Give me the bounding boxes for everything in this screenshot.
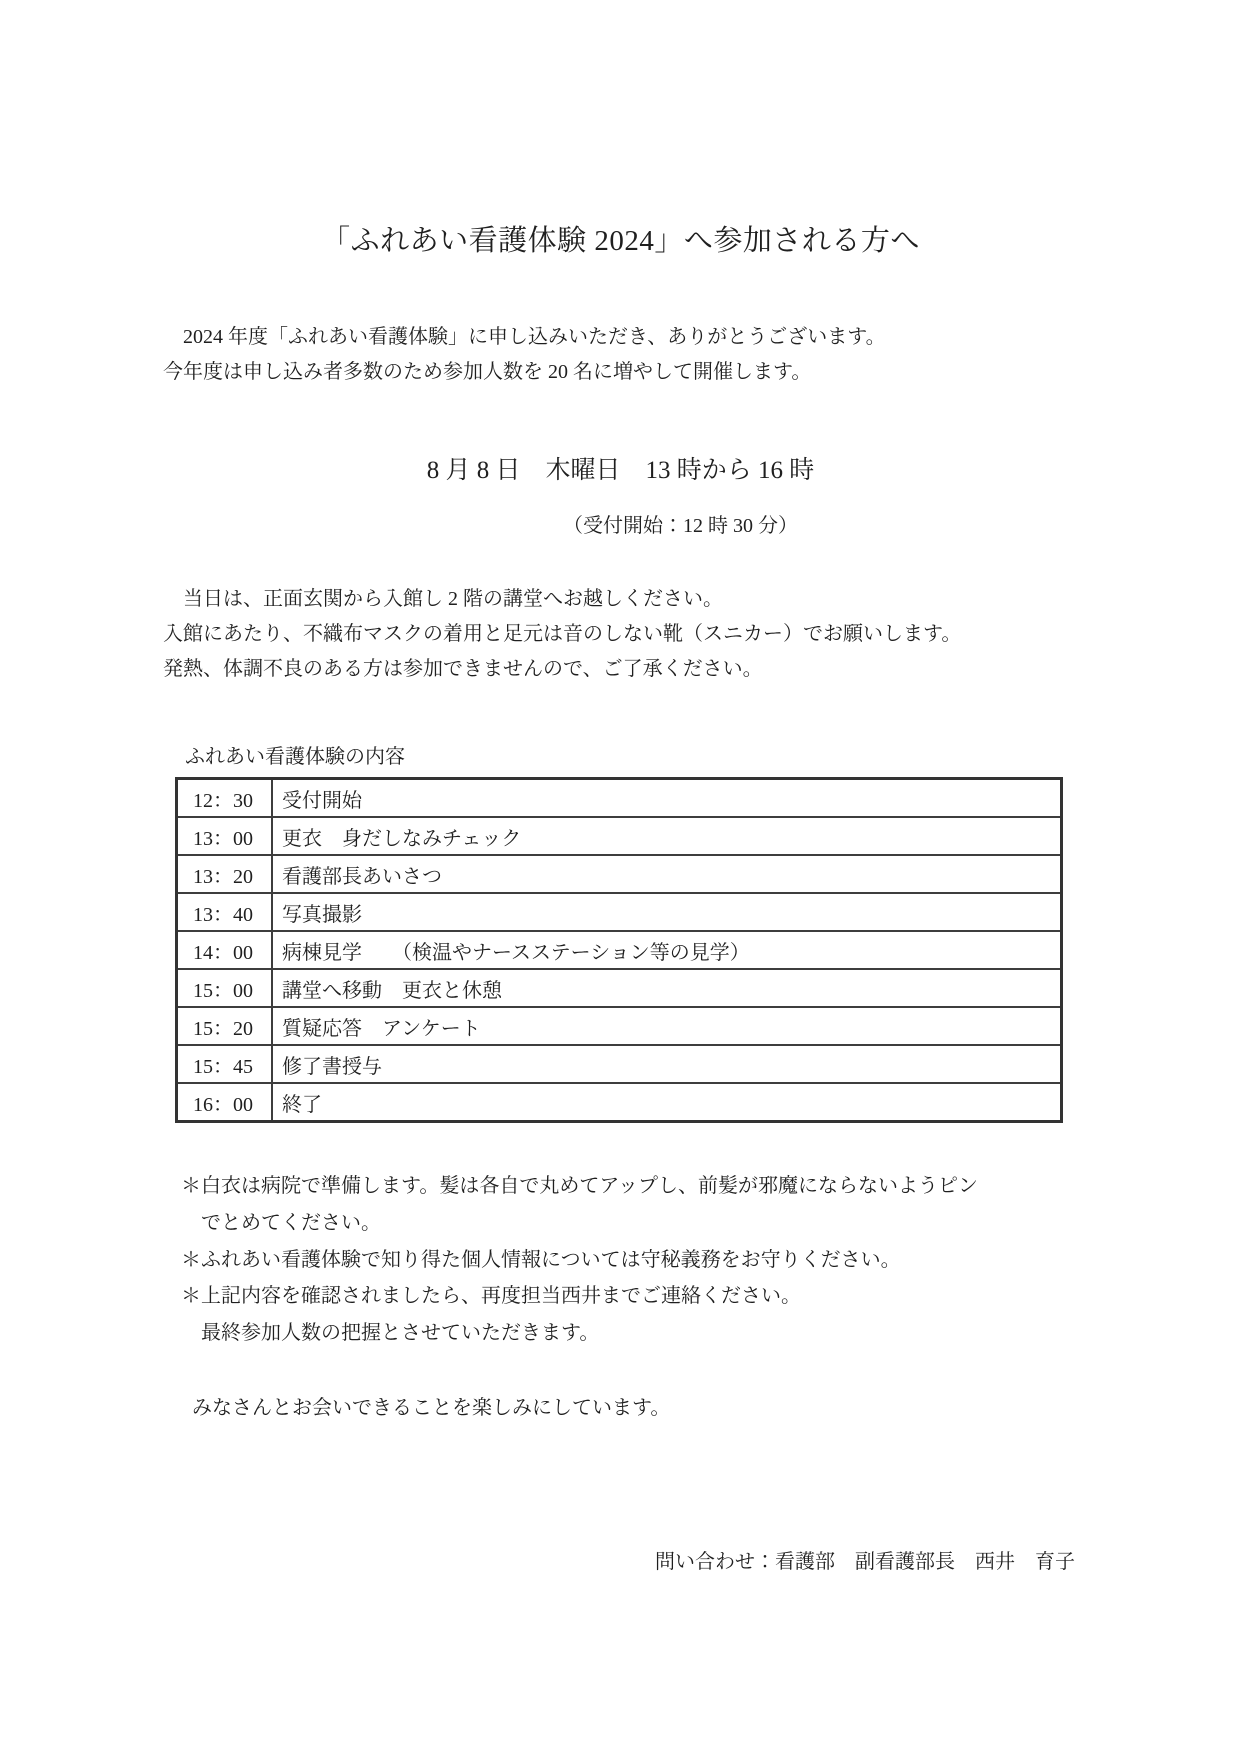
schedule-activity: 受付開始 — [272, 779, 1062, 818]
schedule-time: 14：00 — [177, 931, 273, 969]
closing-message: みなさんとお会いできることを楽しみにしています。 — [192, 1397, 671, 1419]
note-item: ＊ふれあい看護体験で知り得た個人情報については守秘義務をお守りください。 — [181, 1248, 901, 1271]
event-reception-time: （受付開始：12 時 30 分） — [563, 515, 798, 537]
notes-list — [181, 1168, 1141, 1352]
schedule-row — [177, 1007, 1062, 1045]
schedule-time: 13：20 — [177, 855, 273, 893]
schedule-activity: 看護部長あいさつ — [272, 855, 1062, 893]
intro-paragraph — [163, 320, 1101, 390]
schedule-time: 15：20 — [177, 1007, 273, 1045]
schedule-row — [177, 931, 1062, 969]
schedule-table — [175, 777, 1063, 1123]
instructions-line-2: 入館にあたり、不織布マスクの着用と足元は音のしない靴（スニカー）でお願いします。 — [163, 623, 962, 645]
schedule-activity: 更衣 身だしなみチェック — [272, 817, 1062, 855]
schedule-row — [177, 779, 1062, 818]
schedule-time: 13：40 — [177, 893, 273, 931]
schedule-activity: 修了書授与 — [272, 1045, 1062, 1083]
schedule-activity: 講堂へ移動 更衣と休憩 — [272, 969, 1062, 1007]
note-item: ＊白衣は病院で準備します。髪は各自で丸めてアップし、前髪が邪魔にならないようピン — [181, 1175, 978, 1197]
schedule-activity: 写真撮影 — [272, 893, 1062, 931]
schedule-time: 12：30 — [177, 779, 273, 818]
schedule-time: 16：00 — [177, 1083, 273, 1122]
instructions-line-1: 当日は、正面玄関から入館し 2 階の講堂へお越しください。 — [163, 588, 723, 610]
schedule-row — [177, 855, 1062, 893]
schedule-time: 13：00 — [177, 817, 273, 855]
note-item: 最終参加人数の把握とさせていただきます。 — [181, 1322, 600, 1345]
schedule-time: 15：00 — [177, 969, 273, 1007]
instructions-line-3: 発熱、体調不良のある方は参加できませんので、ご了承ください。 — [163, 658, 763, 680]
schedule-row — [177, 893, 1062, 931]
schedule-row — [177, 817, 1062, 855]
contact-info: 問い合わせ：看護部 副看護部長 西井 育子 — [655, 1551, 1075, 1573]
instructions-paragraph — [163, 582, 1121, 687]
schedule-table-body — [177, 779, 1062, 1122]
page-title: 「ふれあい看護体験 2024」へ参加される方へ — [321, 225, 920, 257]
intro-line-1: 2024 年度「ふれあい看護体験」に申し込みいただき、ありがとうございます。 — [163, 326, 886, 348]
schedule-row — [177, 1045, 1062, 1083]
note-item: ＊上記内容を確認されましたら、再度担当西井までご連絡ください。 — [181, 1285, 801, 1308]
intro-line-2: 今年度は申し込み者多数のため参加人数を 20 名に増やして開催します。 — [163, 361, 812, 383]
schedule-activity: 質疑応答 アンケート — [272, 1007, 1062, 1045]
schedule-activity: 病棟見学 （検温やナースステーション等の見学） — [272, 931, 1062, 969]
schedule-row — [177, 1083, 1062, 1122]
schedule-row — [177, 969, 1062, 1007]
schedule-activity: 終了 — [272, 1083, 1062, 1122]
schedule-time: 15：45 — [177, 1045, 273, 1083]
note-item: でとめてください。 — [181, 1211, 381, 1234]
schedule-heading: ふれあい看護体験の内容 — [185, 746, 405, 768]
event-datetime: 8 月 8 日 木曜日 13 時から 16 時 — [426, 457, 815, 484]
